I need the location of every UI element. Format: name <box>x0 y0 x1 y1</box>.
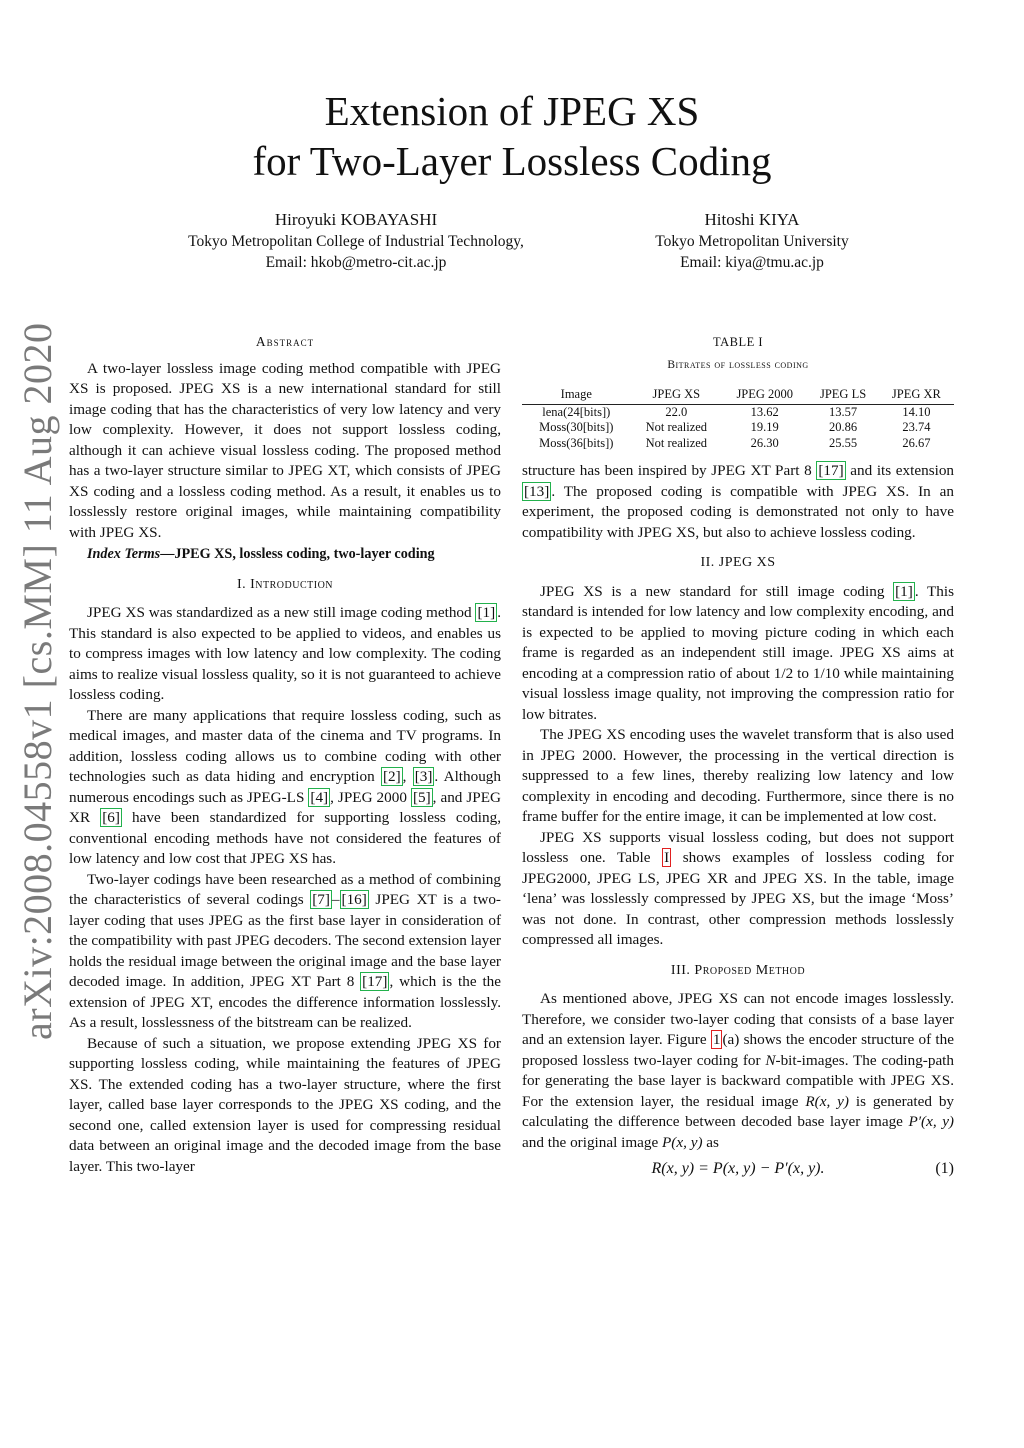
citation-link[interactable]: [2] <box>382 768 401 785</box>
title-line-1: Extension of JPEG XS <box>324 88 700 134</box>
section-heading-proposed-method: III. Proposed Method <box>670 962 806 978</box>
citation-link[interactable]: [1] <box>477 604 496 621</box>
table-row <box>522 404 954 420</box>
table-caption: Bitrates of lossless coding <box>667 358 809 371</box>
table-cell: Moss(36[bits]) <box>539 435 614 450</box>
citation-link[interactable]: [7] <box>312 891 330 908</box>
table-cell: Not realized <box>645 435 708 450</box>
table-header-cell: JPEG XS <box>631 387 723 404</box>
citation-link[interactable]: [16] <box>341 891 367 908</box>
equation-number: (1) <box>935 1160 954 1177</box>
table-cell: lena(24[bits]) <box>542 404 611 419</box>
equation-body: R(x, y) = P(x, y) − P′(x, y). <box>651 1160 825 1177</box>
author-name: Hitoshi KIYA <box>704 210 800 229</box>
table-cell: 20.86 <box>829 420 858 434</box>
right-column <box>522 332 954 1180</box>
paper-title <box>0 86 1024 186</box>
table-cell: Not realized <box>645 420 708 434</box>
index-terms: Index Terms—JPEG XS, lossless coding, two-layer coding <box>87 546 435 562</box>
intro-paragraph-3: Two-layer codings have been researched as a method of combining the characteristics of several codings [7] – [16] JPEG XT is a two-layer coding that uses JPEG as the first base layer in consideration of the compatibility with past JPEG decoders. The second extension layer holds the residual image between the original image and the base layer decoded image. In addition, JPEG XT Part 8 [17] , which is the the extension of JPEG XT, encodes the difference information losslessly. As a result, losslessness of the bitstream can be realized. <box>69 870 501 1031</box>
table-label: TABLE I <box>712 335 764 349</box>
author-block-1 <box>150 208 562 273</box>
table-cell: 26.67 <box>902 435 931 450</box>
citation-link[interactable]: [13] <box>524 482 550 500</box>
citation-link[interactable]: [17] <box>362 973 388 990</box>
abstract-heading: Abstract <box>255 334 315 349</box>
table-cell: 22.0 <box>665 404 688 419</box>
table-cell: 13.62 <box>750 404 779 419</box>
jpegxs-paragraph-2: The JPEG XS encoding uses the wavelet transform that is also used in JPEG 2000. However, the processing in the vertical direction is suppressed to a few lines, thereby realizing low latency and low complexity in encoding and decoding. Furthermore, since there is no frame buffer for the entire image, it can be implemented at low cost. <box>522 726 954 825</box>
intro-continued-paragraph: structure has been inspired by JPEG XT Part 8 [17] and its extension [13] . The proposed coding is compatible with JPEG XS. In an experiment, the proposed coding is demonstrated not only to have compatibility with JPEG XS, but also to achieve lossless coding. <box>522 462 955 541</box>
citation-link[interactable]: [17] <box>818 462 844 479</box>
author-affiliation: Tokyo Metropolitan University <box>655 233 849 250</box>
citation-link[interactable]: [6] <box>102 809 120 826</box>
left-column <box>69 332 501 1177</box>
author-name: Hiroyuki KOBAYASHI <box>274 210 438 229</box>
author-email: Email: kiya@tmu.ac.jp <box>680 254 824 271</box>
intro-paragraph-4: Because of such a situation, we propose extending JPEG XS for supporting lossless coding, while maintaining the features of JPEG XS. The extended coding has a two-layer structure, where the first layer, called base layer corresponds to the JPEG XS coding, and the second one, called extension layer is used for compressing residual data between an original image and the decoded image from the base layer. This two-layer <box>69 1034 501 1175</box>
table-header-cell: Image <box>522 387 631 404</box>
table-cell: 23.74 <box>902 420 931 434</box>
table-cell: 26.30 <box>750 435 779 450</box>
figure-reference-link[interactable]: 1 <box>712 1031 721 1048</box>
table-header-cell: JPEG 2000 <box>722 387 807 404</box>
table-header-cell: JPEG LS <box>807 387 878 404</box>
author-block-2 <box>612 208 892 273</box>
jpegxs-paragraph-1: JPEG XS is a new standard for still image coding [1] . This standard is intended for low latency and low complexity encoding, and is expected to be applied to moving picture coding in which each frame is regarded as an independent still image. JPEG XS aims at encoding at a compression ratio of about 1/2 to 1/10 while maintaining visual lossless image quality, not improving the compression ratio for low bitrates. <box>522 582 954 723</box>
section-heading-introduction: I. Introduction <box>236 576 334 592</box>
abstract-text: A two-layer lossless image coding method compatible with JPEG XS is proposed. JPEG XS is a new international standard for still image coding that has the characteristics of very low latency and very low complexity. However, it does not support lossless coding, although it can achieve visual lossless coding. The proposed method has a two-layer structure similar to JPEG XT, which consists of JPEG XS coding and a lossless coding method. As a result, it enables us to losslessly restore original images, while maintaining compatibility with JPEG XS. <box>69 359 501 541</box>
intro-paragraph-1: JPEG XS was standardized as a new still image coding method [1] . This standard is also expected to be applied to videos, and enables us to compress images with low latency and low complexity. The coding aims to realize visual lossless quality, so it is not guaranteed to achieve lossless coding. <box>69 604 501 703</box>
section-heading-jpeg-xs: II. JPEG XS <box>700 555 776 570</box>
table-row <box>522 420 954 436</box>
table-header-row <box>522 387 954 404</box>
citation-link[interactable]: [5] <box>412 788 431 806</box>
table-header-cell: JPEG XR <box>879 387 954 404</box>
equation-1 <box>522 1159 954 1180</box>
table-cell: 25.55 <box>829 435 858 450</box>
method-paragraph-1: As mentioned above, JPEG XS can not encode images losslessly. Therefore, we consider two-layer coding that consists of a base layer and an extension layer. Figure 1 (a) shows the encoder structure of the proposed lossless two-layer coding for N-bit-images. The coding-path for generating the base layer is backward compatible with JPEG XS. For the extension layer, the residual image R(x, y) is generated by calculating the difference between decoded base layer image P′(x, y) and the original image P(x, y) as <box>522 990 955 1151</box>
title-line-2: for Two-Layer Lossless Coding <box>252 138 772 184</box>
table-row <box>522 436 954 452</box>
table-cell: Moss(30[bits]) <box>539 420 614 434</box>
citation-link[interactable]: [1] <box>895 582 913 600</box>
table-reference-link[interactable]: I <box>664 849 670 866</box>
author-email: Email: hkob@metro-cit.ac.jp <box>265 254 447 271</box>
citation-link[interactable]: [4] <box>310 788 329 806</box>
author-affiliation: Tokyo Metropolitan College of Industrial Technology, <box>188 233 524 250</box>
citation-link[interactable]: [3] <box>414 768 433 785</box>
arxiv-stamp: arXiv:2008.04558v1 [cs.MM] 11 Aug 2020 <box>15 322 60 1040</box>
table-cell: 13.57 <box>829 404 858 419</box>
table-cell: 19.19 <box>750 420 779 434</box>
table-cell: 14.10 <box>902 404 931 419</box>
bitrate-table <box>522 387 954 451</box>
intro-paragraph-2: There are many applications that require lossless coding, such as medical images, and master data of the cinema and TV programs. In addition, lossless coding allows us to combine coding with other technologies such as data hiding and encryption [2] , [3] . Although numerous encodings such as JPEG-LS [4] , JPEG 2000 [5] , and JPEG XR [6] have been standardized for supporting lossless coding, conventional encoding methods have not considered the features of low latency and low cost that JPEG XS has. <box>69 706 502 867</box>
jpegxs-paragraph-3: JPEG XS supports visual lossless coding, but does not support lossless one. Table I shows examples of lossless coding for JPEG2000, JPEG LS, JPEG XR and JPEG XS. In the table, image ‘lena’ was losslessly compressed by JPEG XS, but the image ‘Moss’ was not done. In contrast, other compression methods losslessly compressed all images. <box>522 828 954 948</box>
